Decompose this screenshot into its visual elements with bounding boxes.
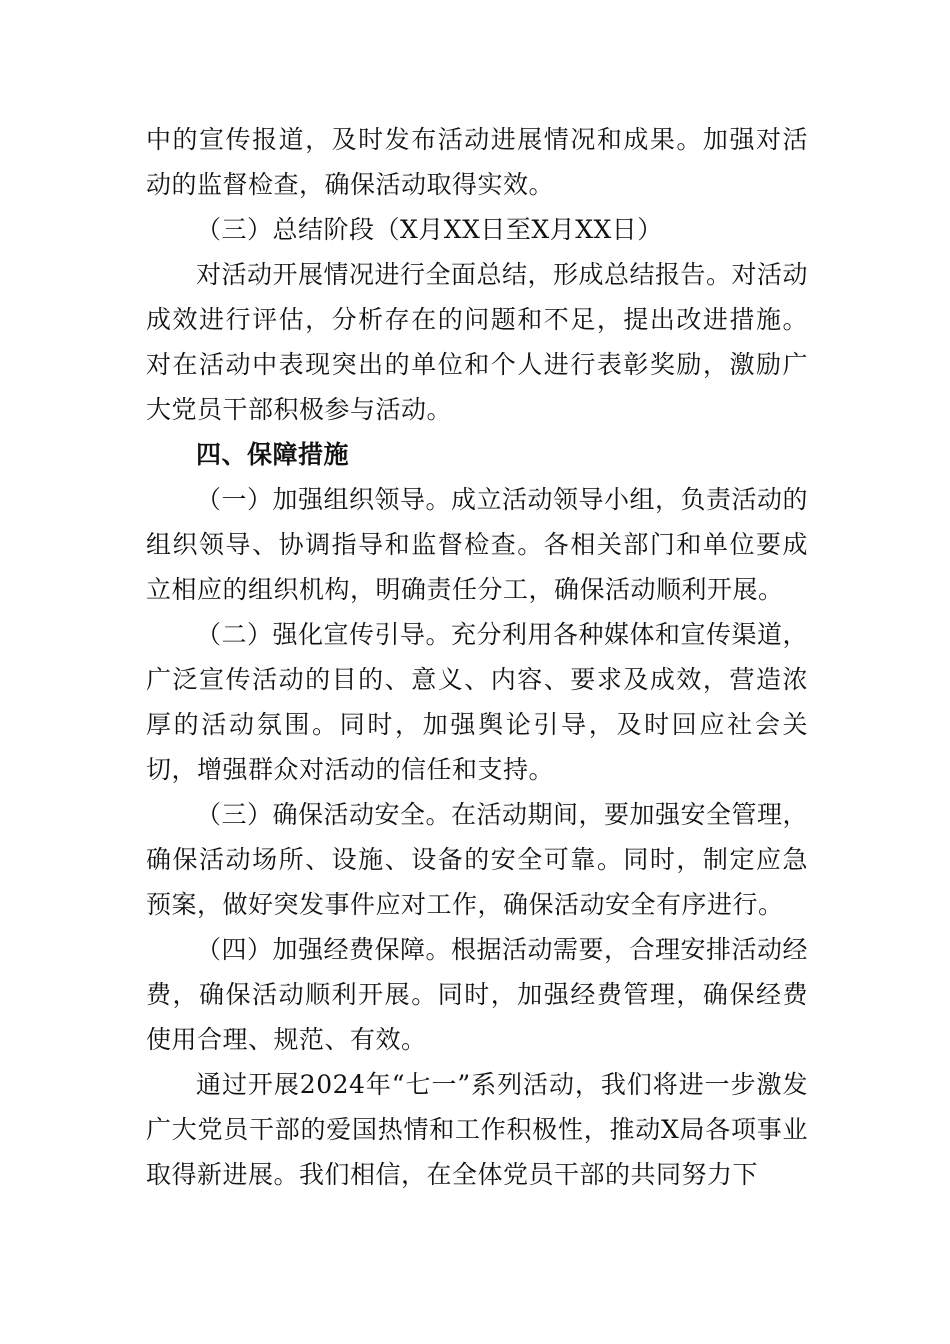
paragraph-publicity-guidance: （二）强化宣传引导。充分利用各种媒体和宣传渠道，广泛宣传活动的目的、意义、内容、要求及成效，营造浓厚的活动氛围。同时，加强舆论引导，及时回应社会关切，增强群众对活动的信任和支持。	[146, 620, 809, 784]
paragraph-summary-stage: 对活动开展情况进行全面总结，形成总结报告。对活动成效进行评估，分析存在的问题和不足，提出改进措施。对在活动中表现突出的单位和个人进行表彰奖励，激励广大党员干部积极参与活动。	[146, 260, 809, 424]
paragraph-conclusion: 通过开展2024年“七一”系列活动，我们将进一步激发广大党员干部的爱国热情和工作积极性，推动X局各项事业取得新进展。我们相信，在全体党员干部的共同努力下	[146, 1070, 808, 1189]
paragraph-continuation: 中的宣传报道，及时发布活动进展情况和成果。加强对活动的监督检查，确保活动取得实效。	[146, 125, 808, 199]
paragraph-funding-guarantee: （四）加强经费保障。根据活动需要，合理安排活动经费，确保活动顺利开展。同时，加强经费管理，确保经费使用合理、规范、有效。	[146, 935, 809, 1054]
section-heading-safeguards: 四、保障措施	[196, 440, 350, 469]
paragraph-activity-safety: （三）确保活动安全。在活动期间，要加强安全管理，确保活动场所、设施、设备的安全可靠。同时，制定应急预案，做好突发事件应对工作，确保活动安全有序进行。	[146, 800, 809, 919]
document-body	[146, 117, 808, 1197]
paragraph-organization-leadership: （一）加强组织领导。成立活动领导小组，负责活动的组织领导、协调指导和监督检查。各相关部门和单位要成立相应的组织机构，明确责任分工，确保活动顺利开展。	[146, 485, 809, 604]
subsection-heading-summary-stage: （三）总结阶段（X月XX日至X月XX日）	[196, 215, 663, 244]
